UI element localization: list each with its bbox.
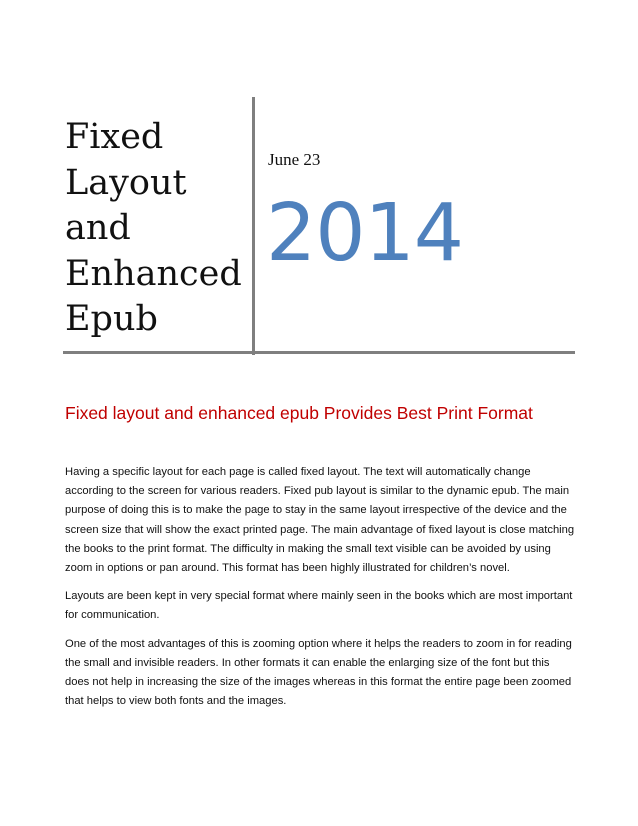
title-line: Layout [65,162,187,203]
title-line: Enhanced [65,253,242,294]
paragraph: Layouts are been kept in very special format where mainly seen in the books which are most important for communication. [65,590,573,622]
title-line: Fixed [65,117,164,157]
title-line: Epub [65,299,158,339]
paragraph: Having a specific layout for each page is called fixed layout. The text will automatically change according to the screen for various readers. Fixed pub layout is similar to the dynamic epub. The main purpose of doing this is to make the page to stay in the same layout irrespective of the device and the screen size that will show the exact printed page. The main advantage of fixed layout is close matching the books to the print format. The difficulty in making the small text visible can be avoided by using zoom in options or pan around. This format has been highly illustrated for children’s novel. [65,466,575,575]
vertical-divider [252,97,255,355]
paragraph: One of the most advantages of this is zooming option where it helps the readers to zoom in for reading the small and invisible readers. In other formats it can enable the enlarging size of the font but this does not help in increasing the size of the images whereas in this format the entire page been zoomed that helps to view both fonts and the images. [65,637,572,708]
horizontal-divider [63,351,575,354]
date-label: June 23 [268,150,321,169]
year-label: 2014 [266,187,464,279]
body-text [65,463,575,720]
section-heading: Fixed layout and enhanced epub Provides Best Print Format [65,403,533,423]
title-line: and [65,208,131,248]
cover-title [65,115,255,343]
